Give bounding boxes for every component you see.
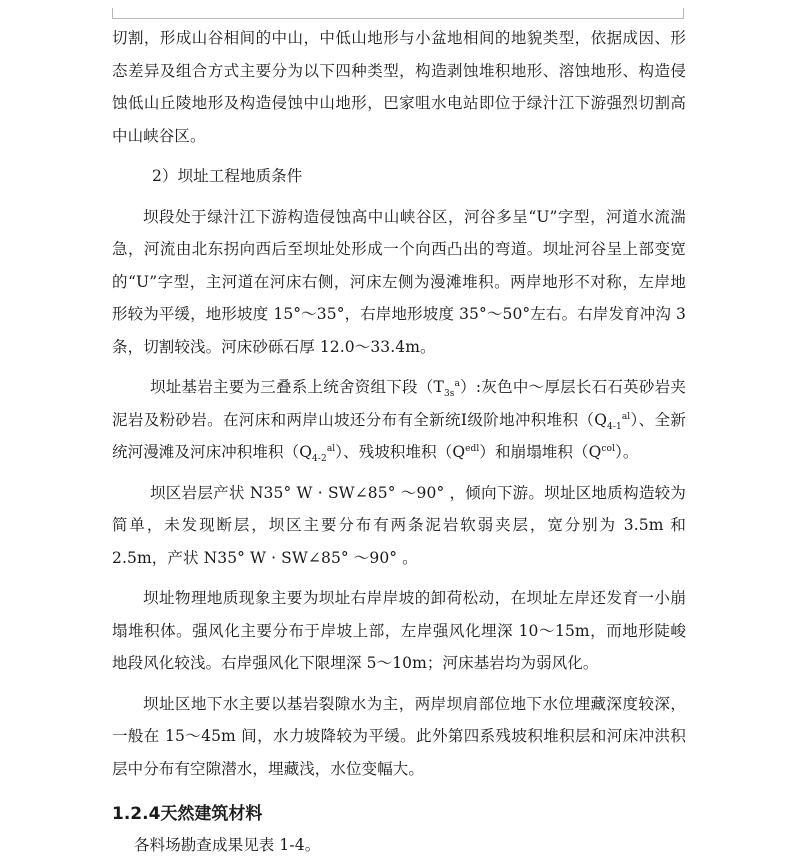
right-margin-corner (683, 8, 684, 19)
q41-superscript: al (621, 411, 631, 422)
paragraph-groundwater: 坝址区地下水主要以基岩裂隙水为主，两岸坝肩部位地下水位埋藏深度较深，一般在 15～45m 间，水力坡降较为平缓。此外第四系残坡积堆积层和河床冲洪积层中分布有空隙潜水，埋藏浅，水位变幅大。 (112, 694, 686, 778)
paragraph-physical-geology: 坝址物理地质现象主要为坝址右岸岸坡的卸荷松动，在坝址左岸还发育一小崩塌堆积体。强风化主要分布于岸坡上部，左岸强风化埋深 10～15m，而地形陡峻地段风化较浅。右岸强风化下限埋深 5～10m；河床基岩均为弱风化。 (112, 589, 686, 672)
bedrock-text-6: ）。 (615, 443, 639, 461)
bedrock-text-1: 坝址基岩主要为三叠系上统舍资组下段（T (150, 378, 444, 396)
q42-subscript: 4-2 (312, 454, 327, 465)
bedrock-text-4: ）、残坡积堆积（Q (335, 443, 466, 461)
left-margin-corner (112, 8, 113, 19)
bedrock-text-5: ）和崩塌堆积（Q (479, 443, 602, 461)
bedrock-text-3: ）、全新统河漫滩及河床冲积堆积（Q (112, 410, 686, 461)
document-body (112, 22, 686, 862)
qedl-superscript: edl (465, 443, 480, 454)
q42-superscript: al (326, 443, 336, 454)
top-margin-guide (112, 18, 684, 19)
paragraph-landform-types: 切割，形成山谷相间的中山，中低山地形与小盆地相间的地貌类型，依据成因、形态差异及组合方式主要分为以下四种类型，构造剥蚀堆积地形、溶蚀地形、构造侵蚀低山丘陵地形及构造侵蚀中山地形，巴家咀水电站即位于绿汁江下游强烈切割高中山峡谷区。 (112, 29, 686, 145)
paragraph-dam-section: 坝段处于绿汁江下游构造侵蚀高中山峡谷区，河谷多呈“U”字型，河道水流湍急，河流由北东拐向西后至坝址处形成一个向西凸出的弯道。坝址河谷呈上部变宽的“U”字型，主河道在河床右侧，河床左侧为漫滩堆积。两岸地形不对称，左岸地形较为平缓，地形坡度 15°～35°，右岸地形坡度 35°～50°左右。右岸发育冲沟 3 条，切割较浅。河床砂砾石厚 12.0～33.4m。 (112, 207, 686, 356)
q41-subscript: 4-1 (607, 421, 622, 432)
formation-superscript: a (454, 378, 460, 389)
qcol-superscript: col (601, 443, 616, 454)
section-heading-materials: 1.2.4天然建筑材料 (112, 804, 263, 824)
bedrock-text-2: ）:灰色中～厚层长石石英砂岩夹泥岩及粉砂岩。在河床和两岸山坡还分布有全新统Ⅰ级阶地冲积堆积（Q (112, 378, 686, 429)
formation-subscript: 3s (443, 389, 455, 400)
paragraph-material-survey: 各料场勘查成果见表 1-4。 (134, 836, 321, 854)
subheading-dam-geology: 2）坝址工程地质条件 (152, 167, 303, 185)
paragraph-bedrock (112, 371, 686, 469)
paragraph-strata-attitude: 坝区岩层产状 N35° W · SW∠85° ～90° ，倾向下游。坝址区地质构造较为简单，未发现断层，坝区主要分布有两条泥岩软弱夹层，宽分别为 3.5m 和 2.5m，产状 N35° W · SW∠85° ～90° 。 (112, 483, 686, 567)
